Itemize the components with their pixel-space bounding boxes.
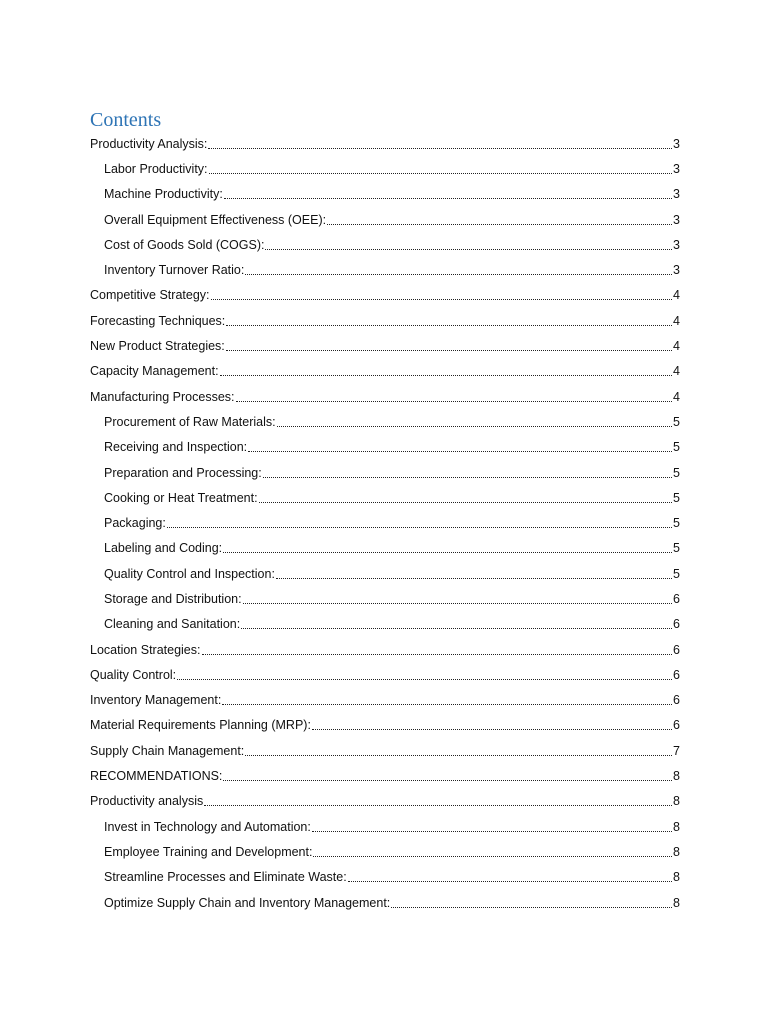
toc-entry-page-number: 8 xyxy=(673,870,680,885)
table-of-contents xyxy=(90,131,680,915)
toc-entry-page-number: 8 xyxy=(673,794,680,809)
toc-entry-title: Capacity Management: xyxy=(90,364,219,379)
toc-entry[interactable] xyxy=(90,207,680,232)
toc-entry-page-number: 8 xyxy=(673,769,680,784)
toc-entry-title: Material Requirements Planning (MRP): xyxy=(90,718,311,733)
toc-entry-title: Storage and Distribution: xyxy=(104,591,242,606)
toc-entry[interactable] xyxy=(90,232,680,257)
toc-dot-leader xyxy=(220,374,673,376)
toc-entry-page-number: 6 xyxy=(673,591,680,606)
toc-entry-page-number: 8 xyxy=(673,895,680,910)
toc-entry-page-number: 6 xyxy=(673,617,680,632)
toc-entry[interactable] xyxy=(90,890,680,915)
toc-entry-page-number: 6 xyxy=(673,693,680,708)
toc-entry-page-number: 5 xyxy=(673,440,680,455)
toc-entry[interactable] xyxy=(90,460,680,485)
toc-entry-title: Productivity Analysis: xyxy=(90,136,208,151)
toc-entry-page-number: 3 xyxy=(673,161,680,176)
toc-dot-leader xyxy=(226,349,672,351)
toc-entry[interactable] xyxy=(90,283,680,308)
toc-entry[interactable] xyxy=(90,637,680,662)
toc-dot-leader xyxy=(248,450,672,452)
toc-dot-leader xyxy=(224,197,672,199)
toc-entry-title: Procurement of Raw Materials: xyxy=(104,414,276,429)
toc-entry-page-number: 4 xyxy=(673,389,680,404)
toc-dot-leader xyxy=(167,526,672,528)
toc-entry-page-number: 4 xyxy=(673,313,680,328)
toc-entry-page-number: 3 xyxy=(673,212,680,227)
toc-entry-title: Overall Equipment Effectiveness (OEE): xyxy=(104,212,327,227)
toc-entry-title: Invest in Technology and Automation: xyxy=(104,819,311,834)
toc-entry[interactable] xyxy=(90,182,680,207)
toc-entry-page-number: 8 xyxy=(673,819,680,834)
toc-dot-leader xyxy=(223,779,672,781)
toc-entry-page-number: 5 xyxy=(673,414,680,429)
toc-entry-page-number: 5 xyxy=(673,566,680,581)
toc-dot-leader xyxy=(226,324,672,326)
toc-dot-leader xyxy=(211,298,673,300)
toc-dot-leader xyxy=(241,627,672,629)
toc-dot-leader xyxy=(313,855,672,857)
toc-entry-page-number: 5 xyxy=(673,490,680,505)
toc-entry-page-number: 3 xyxy=(673,237,680,252)
toc-entry[interactable] xyxy=(90,131,680,156)
toc-entry[interactable] xyxy=(90,814,680,839)
toc-entry-title: RECOMMENDATIONS: xyxy=(90,769,223,784)
toc-entry-title: Competitive Strategy: xyxy=(90,288,210,303)
toc-entry-page-number: 4 xyxy=(673,339,680,354)
toc-dot-leader xyxy=(391,906,672,908)
toc-entry[interactable] xyxy=(90,308,680,333)
toc-dot-leader xyxy=(259,501,673,503)
toc-entry-title: New Product Strategies: xyxy=(90,339,225,354)
toc-entry-page-number: 4 xyxy=(673,288,680,303)
toc-entry-title: Optimize Supply Chain and Inventory Management: xyxy=(104,895,391,910)
toc-dot-leader xyxy=(245,273,672,275)
toc-entry-title: Forecasting Techniques: xyxy=(90,313,226,328)
toc-entry-page-number: 3 xyxy=(673,263,680,278)
toc-entry-title: Manufacturing Processes: xyxy=(90,389,235,404)
toc-entry[interactable] xyxy=(90,536,680,561)
toc-entry[interactable] xyxy=(90,156,680,181)
toc-entry-title: Preparation and Processing: xyxy=(104,465,262,480)
toc-entry-page-number: 5 xyxy=(673,465,680,480)
toc-entry[interactable] xyxy=(90,738,680,763)
toc-entry[interactable] xyxy=(90,789,680,814)
toc-entry[interactable] xyxy=(90,384,680,409)
toc-dot-leader xyxy=(276,577,672,579)
toc-entry-page-number: 6 xyxy=(673,667,680,682)
toc-entry[interactable] xyxy=(90,485,680,510)
toc-entry-page-number: 6 xyxy=(673,718,680,733)
toc-entry-title: Location Strategies: xyxy=(90,642,201,657)
toc-entry[interactable] xyxy=(90,612,680,637)
toc-entry[interactable] xyxy=(90,561,680,586)
toc-dot-leader xyxy=(177,678,672,680)
toc-entry[interactable] xyxy=(90,435,680,460)
toc-entry-page-number: 5 xyxy=(673,516,680,531)
toc-dot-leader xyxy=(222,703,672,705)
toc-dot-leader xyxy=(245,754,672,756)
toc-entry[interactable] xyxy=(90,586,680,611)
toc-dot-leader xyxy=(312,728,672,730)
toc-entry[interactable] xyxy=(90,662,680,687)
toc-entry-title: Labor Productivity: xyxy=(104,161,208,176)
toc-entry[interactable] xyxy=(90,713,680,738)
toc-dot-leader xyxy=(312,830,672,832)
toc-dot-leader xyxy=(263,476,672,478)
toc-entry[interactable] xyxy=(90,333,680,358)
toc-entry-title: Productivity analysis xyxy=(90,794,204,809)
toc-entry-title: Cleaning and Sanitation: xyxy=(104,617,241,632)
toc-entry-page-number: 5 xyxy=(673,541,680,556)
toc-dot-leader xyxy=(204,804,672,806)
toc-entry-title: Inventory Turnover Ratio: xyxy=(104,263,245,278)
toc-dot-leader xyxy=(277,425,672,427)
toc-entry-page-number: 7 xyxy=(673,743,680,758)
toc-entry-page-number: 8 xyxy=(673,844,680,859)
toc-heading: Contents xyxy=(90,109,162,131)
toc-entry-title: Machine Productivity: xyxy=(104,187,223,202)
toc-dot-leader xyxy=(209,172,673,174)
toc-entry-title: Quality Control and Inspection: xyxy=(104,566,275,581)
toc-dot-leader xyxy=(327,223,672,225)
toc-entry-title: Cost of Goods Sold (COGS): xyxy=(104,237,265,252)
toc-entry-page-number: 6 xyxy=(673,642,680,657)
toc-entry[interactable] xyxy=(90,763,680,788)
toc-entry-title: Labeling and Coding: xyxy=(104,541,223,556)
toc-dot-leader xyxy=(243,602,672,604)
toc-entry[interactable] xyxy=(90,359,680,384)
toc-entry-page-number: 4 xyxy=(673,364,680,379)
toc-entry-title: Packaging: xyxy=(104,516,166,531)
toc-entry-title: Quality Control: xyxy=(90,667,177,682)
toc-dot-leader xyxy=(208,147,672,149)
toc-dot-leader xyxy=(236,400,673,402)
toc-entry[interactable] xyxy=(90,839,680,864)
toc-dot-leader xyxy=(202,653,673,655)
toc-dot-leader xyxy=(265,248,672,250)
toc-dot-leader xyxy=(348,880,672,882)
toc-entry-title: Streamline Processes and Eliminate Waste: xyxy=(104,870,347,885)
toc-entry-page-number: 3 xyxy=(673,187,680,202)
toc-entry[interactable] xyxy=(90,510,680,535)
toc-entry[interactable] xyxy=(90,257,680,282)
toc-entry-page-number: 3 xyxy=(673,136,680,151)
toc-entry[interactable] xyxy=(90,409,680,434)
toc-entry-title: Supply Chain Management: xyxy=(90,743,245,758)
toc-entry-title: Inventory Management: xyxy=(90,693,222,708)
toc-entry[interactable] xyxy=(90,865,680,890)
toc-dot-leader xyxy=(223,551,672,553)
toc-entry-title: Cooking or Heat Treatment: xyxy=(104,490,258,505)
toc-entry[interactable] xyxy=(90,688,680,713)
toc-entry-title: Receiving and Inspection: xyxy=(104,440,248,455)
toc-entry-title: Employee Training and Development: xyxy=(104,844,313,859)
